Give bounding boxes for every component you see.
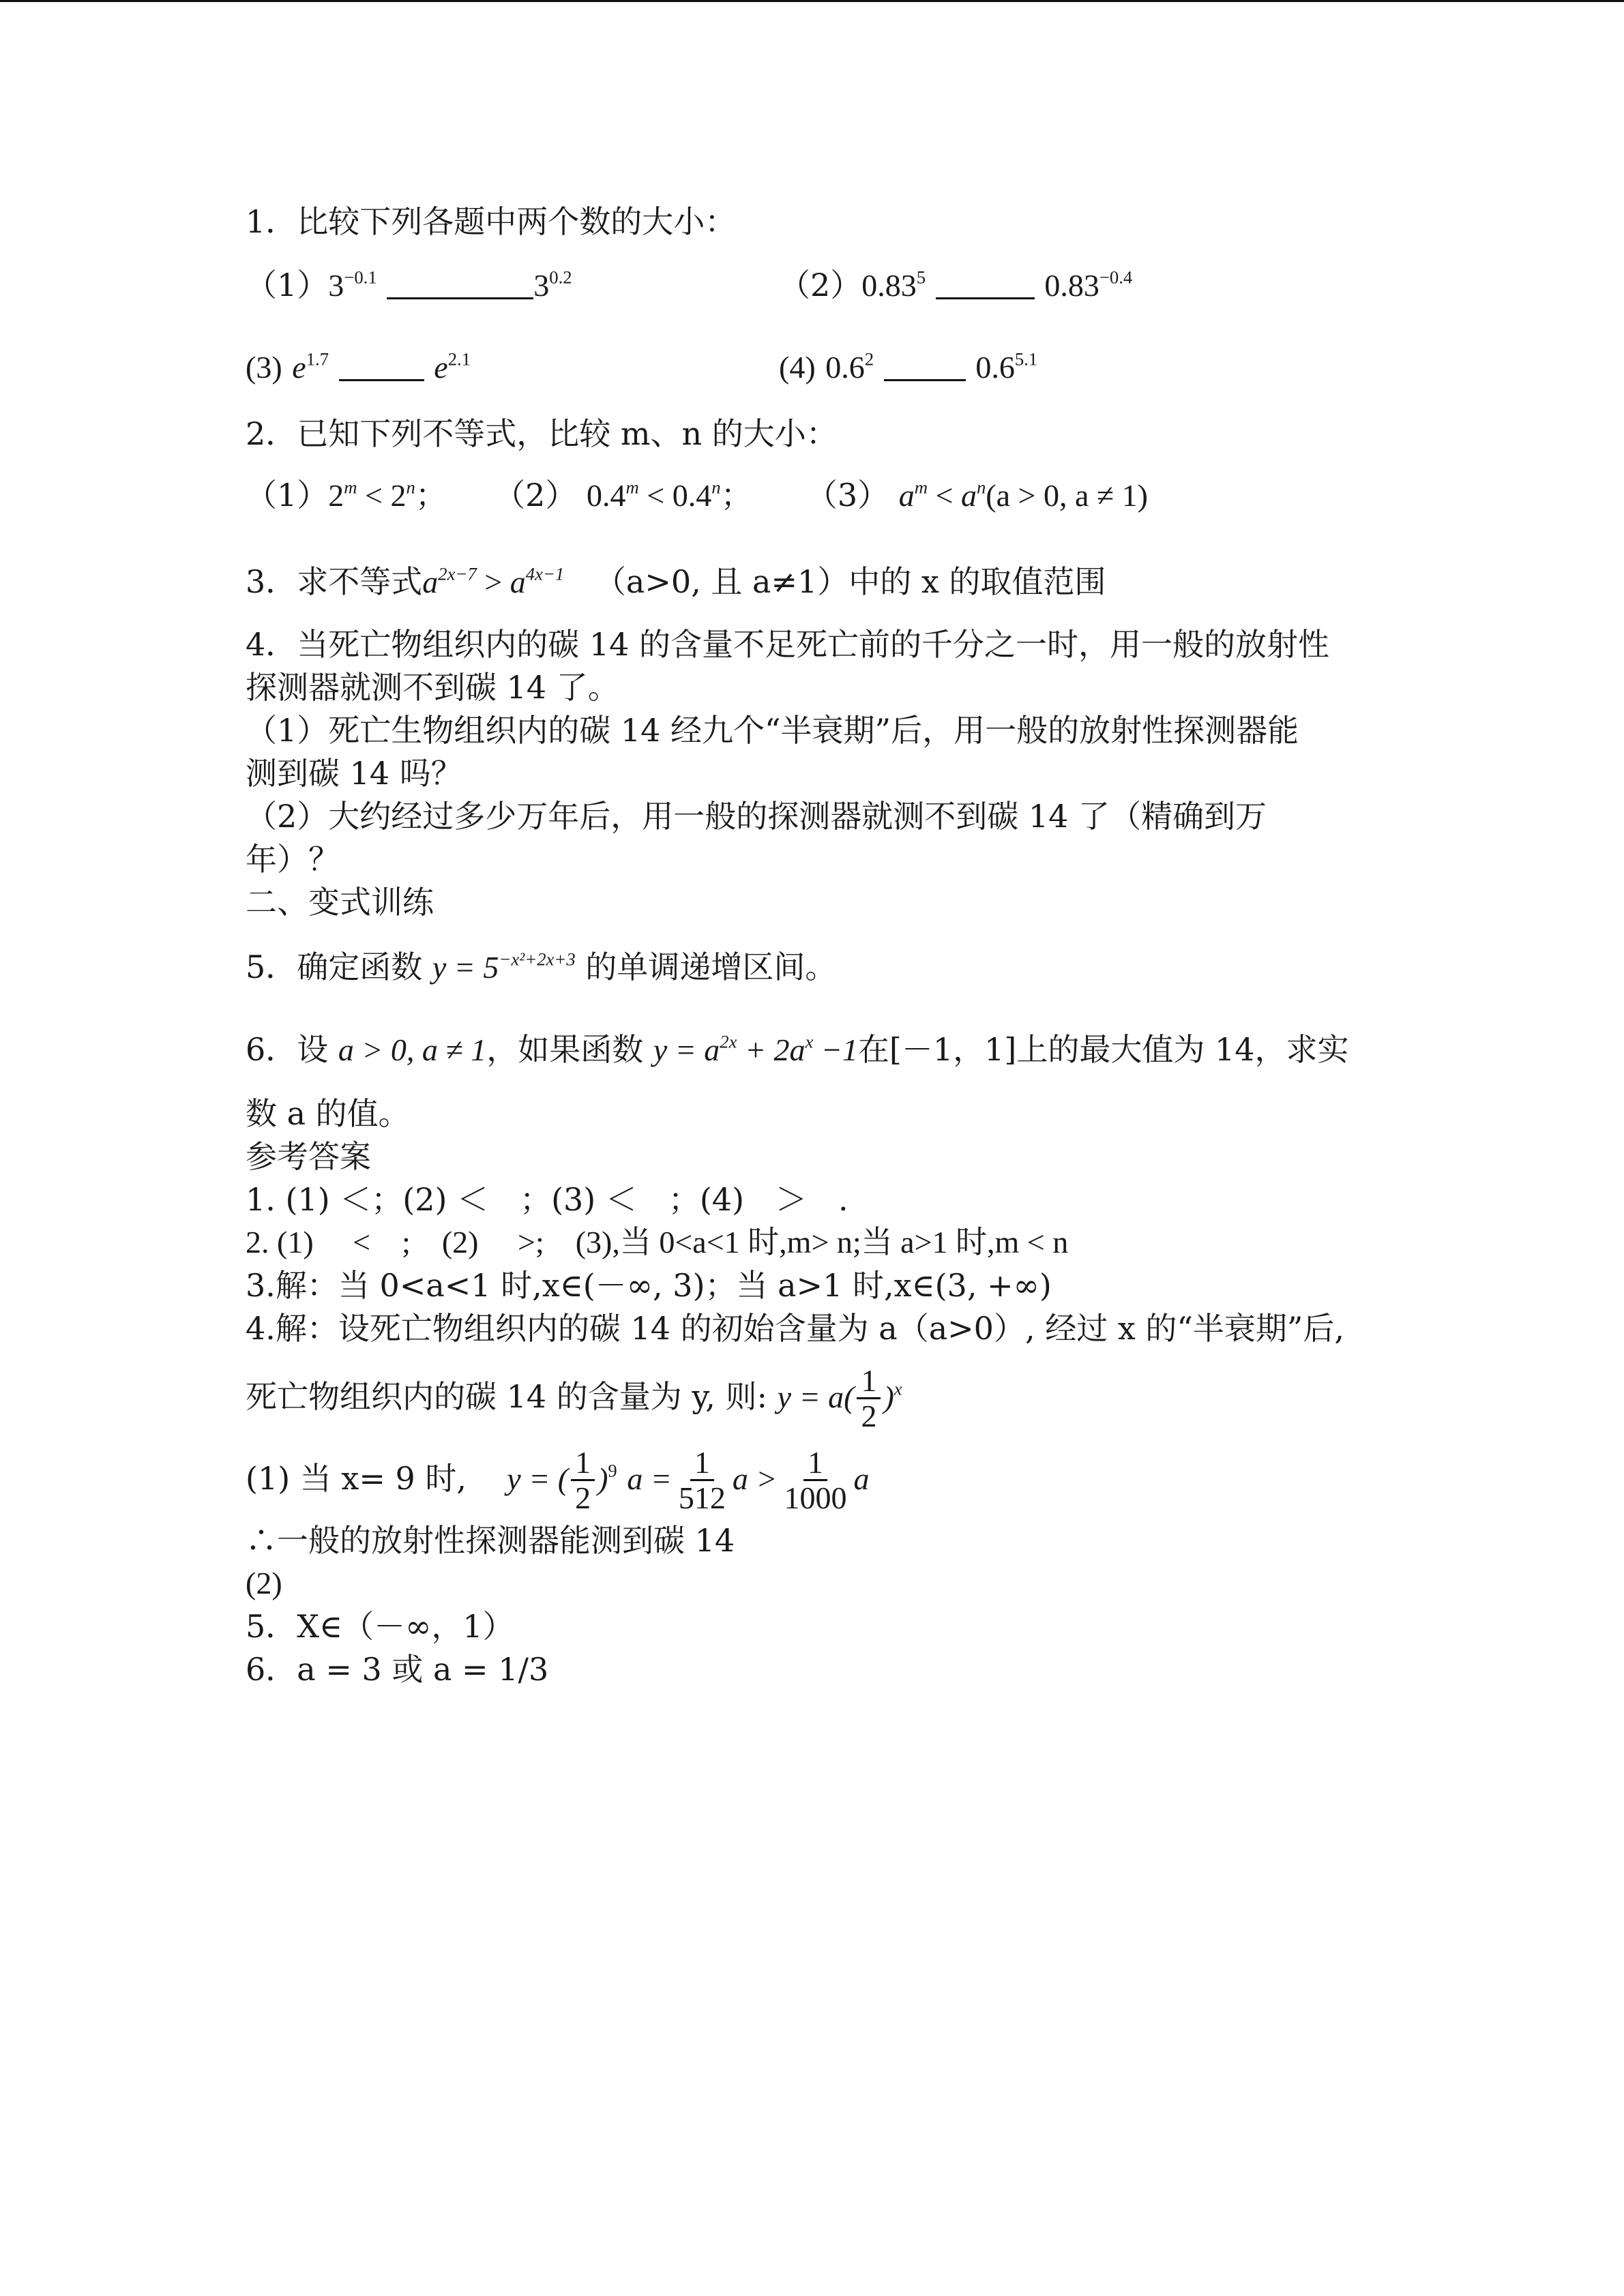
q2-p1-base-a: 2 — [328, 478, 344, 513]
answer-4-part1: (1) 当 x= 9 时, y = ( $\frac{1}{2}$ )$^9$ a = $\frac{1}{512}$ a > $\frac{1}{1000}$ a — [246, 1445, 870, 1516]
q5-line — [246, 946, 836, 988]
q2-p2-base-a: 0.4 — [587, 478, 626, 513]
q2-p1-label: （1） — [246, 477, 329, 513]
q3-exp-a: 2x−7 — [438, 563, 477, 584]
fraction3-numerator: 1 — [803, 1446, 827, 1481]
q2-p1-end: ； — [415, 477, 447, 513]
q1-p4-b-base: 0.6 — [975, 350, 1015, 385]
q1-p3-blank[interactable] — [339, 348, 424, 381]
answer-2: 2. (1) < ; (2) >; (3),当 0<a<1 时,m> n;当 a>1 时,m < n — [246, 1225, 1069, 1259]
q6-cond: a > 0, a ≠ 1 — [338, 1032, 487, 1067]
q4-line5: （2）大约经过多少万年后，用一般的探测器就测不到碳 14 了（精确到万 — [246, 798, 1267, 835]
q1-p3-label: (3) — [246, 350, 282, 385]
q1-p2-b-exp: −0.4 — [1099, 267, 1133, 288]
fraction-denominator: 2 — [861, 1399, 877, 1434]
q1-part1 — [246, 265, 572, 306]
q2-p1-rel: < — [357, 478, 391, 513]
q2-p2-exp-b: n — [711, 477, 721, 498]
q6-func-b: + 2a — [737, 1032, 806, 1067]
fraction-numerator: 1 — [857, 1365, 881, 1399]
q1-p4-a-exp: 2 — [864, 348, 874, 370]
q1-p2-b-base: 0.83 — [1044, 268, 1099, 303]
q2-p1-exp-a: m — [344, 477, 357, 498]
q2-p2-exp-a: m — [625, 477, 639, 498]
q2-p1-exp-b: n — [406, 477, 415, 498]
answer-4-part2: (2) — [246, 1566, 282, 1600]
q5-func-lhs: y = 5 — [432, 950, 499, 985]
answer-4-p1-a3: a — [853, 1461, 870, 1496]
q1-p2-a-base: 0.83 — [861, 268, 917, 303]
fraction2-denominator: 512 — [678, 1480, 726, 1516]
q2-title: 2．已知下列不等式，比较 m、n 的大小： — [246, 415, 838, 452]
q1-p1-b-exp: 0.2 — [549, 267, 572, 288]
q1-p1-a-base: 3 — [328, 268, 344, 303]
q1-p3-a-exp: 1.7 — [306, 348, 329, 370]
answer-4-p1-fraction1 — [571, 1446, 595, 1516]
q3-exp-b: 4x−1 — [525, 563, 565, 584]
q6-line1 — [246, 1029, 1349, 1071]
q5-suffix: 的单调递增区间。 — [575, 949, 837, 985]
q2-parts — [246, 475, 1148, 516]
answer-4-p1-prefix: (1) 当 x= 9 时, — [246, 1460, 467, 1497]
answer-4-p1-a2: a > — [732, 1461, 778, 1496]
q2-p3-base-b: a — [960, 478, 977, 513]
q2-p3-base-a: a — [898, 478, 915, 513]
q2-p3-label: （3） — [806, 477, 889, 513]
q1-p1-b-base: 3 — [533, 268, 550, 303]
q2-p3-exp-a: m — [914, 477, 928, 498]
q1-p4-blank[interactable] — [884, 348, 966, 381]
q6-prefix: 6．设 — [246, 1031, 338, 1068]
answer-5: 5．X∈（－∞，1） — [246, 1608, 514, 1645]
q1-p1-a-exp: −0.1 — [344, 267, 377, 288]
answer-6: 6．a = 3 或 a = 1/3 — [246, 1651, 549, 1688]
q2-p2-end: ； — [720, 477, 752, 513]
q1-part2 — [779, 265, 1132, 306]
q1-part3 — [246, 346, 471, 388]
q6-func-a: y = a — [653, 1032, 720, 1067]
q1-p2-blank[interactable] — [936, 266, 1035, 299]
q3-suffix: （a>0, 且 a≠1）中的 x 的取值范围 — [594, 563, 1106, 600]
q3-rel: > — [476, 565, 510, 599]
q3-base-b: a — [510, 565, 526, 599]
q3-prefix: 3．求不等式 — [246, 563, 423, 600]
q1-p2-a-exp: 5 — [916, 267, 926, 288]
answer-4-p1-exp: 9 — [608, 1460, 617, 1481]
q6-func-exp2: x — [805, 1031, 814, 1052]
answer-3: 3.解：当 0<a<1 时,x∈(－∞, 3)；当 a>1 时,x∈(3, +∞) — [246, 1267, 1052, 1304]
q2-p2-rel: < — [638, 478, 673, 513]
q6-mid: ，如果函数 — [486, 1031, 653, 1068]
q6-func-exp1: 2x — [720, 1031, 737, 1052]
q2-p2-label: （2） — [494, 477, 577, 513]
answer-4-formula-lhs: y = a( — [777, 1380, 855, 1414]
answer-4-p1-a1: a = — [627, 1461, 672, 1496]
q3-base-a: a — [422, 565, 439, 599]
q1-part4 — [779, 346, 1037, 388]
fraction2-numerator: 1 — [690, 1446, 714, 1481]
q1-p1-label: （1） — [246, 267, 329, 303]
q1-title: 1．比较下列各题中两个数的大小： — [246, 203, 737, 240]
answer-1: 1. (1) ＜；(2) ＜ ；(3) ＜ ；(4) ＞ . — [246, 1181, 848, 1218]
fraction1-numerator: 1 — [571, 1446, 595, 1481]
q1-p3-a-base: e — [292, 350, 306, 385]
q1-p3-b-base: e — [434, 350, 448, 385]
answer-4-fraction — [857, 1365, 881, 1434]
answer-4-line1: 4.解：设死亡物组织内的碳 14 的初始含量为 a（a>0）, 经过 x 的“半衰期”后, — [246, 1310, 1345, 1347]
q2-p1-base-b: 2 — [390, 478, 407, 513]
q2-p2-base-b: 0.4 — [672, 478, 712, 513]
q1-p4-label: (4) — [779, 350, 816, 385]
answer-4-p1-fraction3 — [780, 1446, 851, 1516]
q2-p3-rel: < — [927, 478, 961, 513]
fraction1-denominator: 2 — [575, 1480, 591, 1516]
q4-line4: 测到碳 14 吗？ — [246, 755, 462, 792]
answers-title: 参考答案 — [246, 1138, 371, 1175]
answer-4-p1-y: y = ( — [507, 1461, 569, 1496]
q6-line2: 数 a 的值。 — [246, 1095, 410, 1132]
fraction3-denominator: 1000 — [784, 1480, 847, 1516]
q2-p3-cond: (a > 0, a ≠ 1) — [986, 478, 1148, 513]
q1-p2-label: （2） — [779, 267, 862, 303]
q4-line3: （1）死亡生物组织内的碳 14 经九个“半衰期”后，用一般的放射性探测器能 — [246, 712, 1299, 749]
q4-line2: 探测器就测不到碳 14 了。 — [246, 669, 619, 706]
q5-prefix: 5．确定函数 — [246, 949, 432, 985]
answer-4-conclusion: ∴一般的放射性探测器能测到碳 14 — [246, 1522, 735, 1559]
q5-func-exp: −x²+2x+3 — [499, 949, 576, 970]
answer-4-text: 死亡物组织内的碳 14 的含量为 y, 则: — [246, 1378, 768, 1415]
q1-p1-blank[interactable] — [387, 266, 533, 299]
q3-line — [246, 561, 1106, 603]
section-heading: 二、变式训练 — [246, 884, 434, 921]
answer-4-line2: 死亡物组织内的碳 14 的含量为 y, 则: y = a( $\frac{1}{2}$ )$^x$ — [246, 1363, 902, 1434]
q4-line1: 4．当死亡物组织内的碳 14 的含量不足死亡前的千分之一时，用一般的放射性 — [246, 626, 1330, 663]
q1-p4-b-exp: 5.1 — [1014, 348, 1038, 370]
q1-p3-b-exp: 2.1 — [447, 348, 471, 370]
q6-func-c: −1 — [813, 1032, 858, 1067]
answer-4-p1-fraction2 — [675, 1446, 730, 1516]
answer-4-formula-exp: x — [894, 1378, 902, 1399]
q6-suffix: 在[－1，1]上的最大值为 14，求实 — [857, 1031, 1349, 1068]
q4-line6: 年）？ — [246, 841, 340, 878]
q2-p3-exp-b: n — [976, 477, 986, 498]
q1-p4-a-base: 0.6 — [825, 350, 865, 385]
